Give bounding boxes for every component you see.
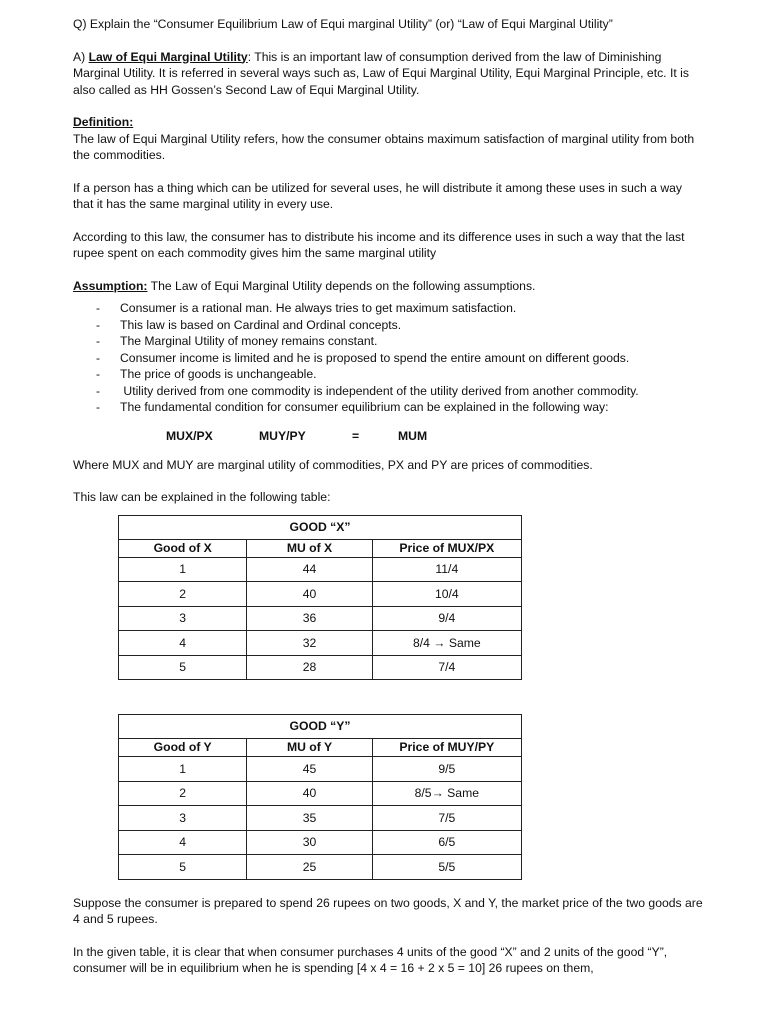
table-cell: 30 [247, 830, 372, 855]
table-cell: 35 [247, 806, 372, 831]
good-x-table [118, 515, 522, 681]
formula-mum: MUM [398, 428, 428, 443]
table-cell: 3 [119, 806, 247, 831]
answer-paragraph [73, 49, 703, 99]
table-cell: 28 [247, 655, 372, 680]
formula-equals: = [352, 428, 360, 443]
where-paragraph: Where MUX and MUY are marginal utility of commodities, PX and PY are prices of commodities. [73, 457, 593, 472]
column-header: MU of X [247, 539, 372, 557]
list-item: - Consumer is a rational man. He always tries to get maximum satisfaction. [96, 301, 517, 315]
table-row [119, 655, 522, 680]
list-item: - Consumer income is limited and he is proposed to spend the entire amount on different goods. [96, 350, 630, 365]
assumption-text: The Law of Equi Marginal Utility depends on the following assumptions. [147, 278, 536, 293]
list-item: - The Marginal Utility of money remains constant. [96, 334, 378, 348]
table-cell: 7/4 [372, 655, 521, 680]
table-row [119, 855, 522, 880]
column-header: Good of X [119, 539, 247, 557]
table-row [119, 557, 522, 582]
table-cell: 8/5→ Same [372, 781, 521, 806]
uses-paragraph: If a person has a thing which can be utilized for several uses, he will distribute it among these uses in such a way that it has the same marginal utility in every use. [73, 180, 683, 211]
assumption-list [73, 300, 703, 416]
definition-heading: Definition: [73, 115, 134, 129]
answer-text: : This is an important law of consumption derived from the law of Diminishing Marginal Utility. It is referred in several ways such as, Law of Equi Marginal Utility, Equi Marginal Principle, etc. It is also called as HH Gossen’s Second Law of Equi Marginal Utility. [73, 49, 689, 97]
table-cell: 4 [119, 830, 247, 855]
list-item: - The price of goods is unchangeable. [96, 367, 317, 381]
table-cell: 2 [119, 582, 247, 607]
bullet-dash: - [96, 301, 101, 315]
income-paragraph: According to this law, the consumer has to distribute his income and its difference uses in such a way that the last rupee spent on each commodity gives him the same marginal utility [73, 229, 685, 260]
assumption-heading: Assumption: [73, 278, 148, 293]
table-intro-paragraph: This law can be explained in the following table: [73, 490, 331, 504]
table-cell: 11/4 [372, 557, 521, 582]
question-text: Q) Explain the “Consumer Equilibrium Law of Equi marginal Utility” (or) “Law of Equi Marginal Utility” [73, 17, 613, 31]
table-title: GOOD “X” [119, 515, 522, 539]
table-row [119, 757, 522, 782]
table-row [119, 830, 522, 855]
list-item: - The fundamental condition for consumer equilibrium can be explained in the following way: [96, 400, 609, 414]
answer-prefix: A) [73, 49, 89, 64]
table-cell: 32 [247, 631, 372, 656]
table-cell: 4 [119, 631, 247, 656]
table-cell: 9/4 [372, 606, 521, 631]
bullet-dash: - [96, 383, 101, 398]
bullet-dash: - [96, 400, 101, 414]
definition-text: The law of Equi Marginal Utility refers, how the consumer obtains maximum satisfaction of marginal utility from both the commodities. [73, 131, 695, 162]
table-cell: 44 [247, 557, 372, 582]
table-cell: 2 [119, 781, 247, 806]
formula-muy-py: MUY/PY [259, 428, 306, 443]
table-cell: 40 [247, 582, 372, 607]
table-cell: 45 [247, 757, 372, 782]
bullet-dash: - [96, 367, 101, 381]
table-cell: 9/5 [372, 757, 521, 782]
bullet-dash: - [96, 350, 101, 365]
table-cell: 10/4 [372, 582, 521, 607]
table-cell: 1 [119, 557, 247, 582]
table-cell: 5 [119, 655, 247, 680]
table-row [119, 781, 522, 806]
good-y-table [118, 714, 522, 880]
column-header: Good of Y [119, 739, 247, 757]
document-page [73, 16, 703, 977]
table-cell: 5/5 [372, 855, 521, 880]
bullet-dash: - [96, 334, 101, 348]
table-row [119, 631, 522, 656]
table-cell: 3 [119, 606, 247, 631]
table-cell: 36 [247, 606, 372, 631]
column-header: Price of MUX/PX [372, 539, 521, 557]
table-row [119, 806, 522, 831]
answer-heading: Law of Equi Marginal Utility [88, 49, 248, 64]
table-cell: 8/4 → Same [372, 631, 521, 656]
assumption-paragraph [73, 278, 703, 295]
formula-mux-px: MUX/PX [166, 428, 213, 443]
table-cell: 25 [247, 855, 372, 880]
suppose-paragraph: Suppose the consumer is prepared to spend 26 rupees on two goods, X and Y, the market price of the two goods are 4 and 5 rupees. [73, 895, 703, 926]
list-item: - This law is based on Cardinal and Ordinal concepts. [96, 317, 402, 332]
definition-paragraph [73, 114, 703, 164]
table-cell: 6/5 [372, 830, 521, 855]
bullet-dash: - [96, 317, 101, 332]
table-cell: 40 [247, 781, 372, 806]
list-item: - Utility derived from one commodity is independent of the utility derived from another commodity. [96, 383, 639, 398]
table-cell: 1 [119, 757, 247, 782]
table-title: GOOD “Y” [119, 715, 522, 739]
table-row [119, 606, 522, 631]
column-header: MU of Y [247, 739, 372, 757]
table-cell: 5 [119, 855, 247, 880]
column-header: Price of MUY/PY [372, 739, 521, 757]
table-row [119, 582, 522, 607]
table-cell: 7/5 [372, 806, 521, 831]
equilibrium-formula [73, 424, 703, 450]
given-table-paragraph: In the given table, it is clear that when consumer purchases 4 units of the good “X” and 2 units of the good “Y”, consumer will be in equilibrium when he is spending [4 x 4 = 16 + 2 x 5 = 10] 26 rupees on them, [73, 944, 668, 975]
